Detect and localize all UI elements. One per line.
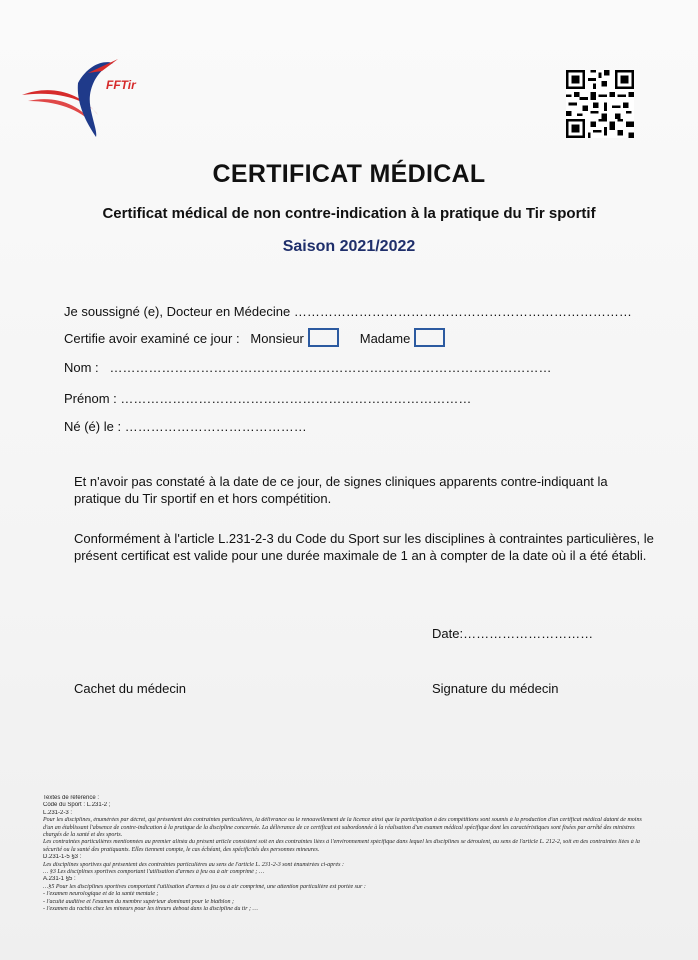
refs-text-6: - l'examen neurologique et de la santé mentale ; (43, 891, 159, 898)
nom-field[interactable]: ………………………………………………………………………………………… (109, 360, 552, 375)
birthdate-line (64, 419, 307, 434)
declaration-paragraph: Et n'avoir pas constaté à la date de ce jour, de signes cliniques apparents contre-indiquant la pratique du Tir sportif en et hors compétition. (74, 474, 608, 506)
references-block (43, 795, 653, 914)
refs-text-1: Pour les disciplines, énumérées par décret, qui présentent des contraintes particulières, la délivrance ou le renouvellement de la licence ainsi que la participation à des compétitions sont soumis à la production d'un certificat médical datant de moins d'un an établissant l'absence de contre-indication à la pratique de la discipline concernée. La délivrance de ce certificat est subordonnée à la réalisation d'un examen médical spécifique dont les caractéristiques sont fixées par arrêté des ministres chargés de la santé et des sports. (43, 817, 642, 839)
madame-label: Madame (359, 330, 411, 346)
prenom-field[interactable]: ……………………………………………………………………… (120, 391, 472, 406)
refs-text-4: … §3 Les disciplines sportives comportant l'utilisation d'armes à feu ou à air comprimé ; … (43, 869, 265, 876)
refs-text-8: - l'examen du rachis chez les mineurs pour les tireurs debout dans la discipline du tir ; … (43, 906, 258, 913)
logo-blue-figure (78, 62, 113, 137)
birthdate-field[interactable]: …………………………………… (124, 419, 307, 434)
nom-label: Nom : (64, 360, 99, 375)
date-field[interactable]: Date:………………………… (432, 626, 594, 641)
logo-red-tip (88, 59, 118, 73)
season-label: Saison 2021/2022 (282, 238, 416, 255)
cachet-label: Cachet du médecin (74, 681, 187, 696)
monsieur-checkbox[interactable] (308, 328, 339, 347)
validity-paragraph: Conformément à l'article L.231-2-3 du Code du Sport sur les disciplines à contraintes particulières, le présent certificat est valide pour une durée maximale de 1 an à compter de la date où il a été établi. (74, 531, 654, 563)
madame-checkbox[interactable] (414, 328, 445, 347)
fftir-logo (18, 55, 168, 145)
refs-text-7: - l'acuité auditive et l'examen du membre supérieur dominant pour le biathlon ; (43, 898, 234, 905)
nom-line (64, 360, 552, 375)
doctor-field[interactable]: …………………………………………………………………… (293, 304, 632, 319)
refs-a231: A.231-1 §5 : (43, 876, 76, 883)
certify-line (64, 330, 455, 349)
refs-l231-2-3: L.231-2-3 : (43, 809, 73, 816)
refs-heading: Textes de référence : (43, 795, 100, 801)
qr-code-icon (566, 70, 634, 138)
refs-code: Code du Sport : L.231-2 ; (43, 802, 111, 809)
certify-label: Certifie avoir examiné ce jour : (64, 330, 240, 346)
refs-text-3: Les disciplines sportives qui présentent des contraintes particulières au sens de l'article L. 231-2-3 sont énumérées ci-après : (43, 861, 345, 868)
monsieur-label: Monsieur (250, 330, 304, 346)
prenom-label: Prénom : (64, 391, 117, 406)
refs-d231: D.231-1-5 §3 : (43, 854, 82, 861)
page-subtitle: Certificat médical de non contre-indication à la pratique du Tir sportif (102, 205, 596, 222)
doctor-label: Je soussigné (e), Docteur en Médecine (64, 304, 291, 319)
refs-text-5: …§5 Pour les disciplines sportives comportant l'utilisation d'armes à feu ou à air comprimé, une attention particulière est portée sur : (43, 883, 366, 890)
logo-text: FFTir (106, 78, 136, 92)
page-title: CERTIFICAT MÉDICAL (212, 160, 486, 188)
refs-text-2: Les contraintes particulières mentionnées au premier alinéa du présent article consistent soit en des contraintes liées à l'environnement spécifique dans lequel les disciplines se déroulent, au sens de l'article L. 212-2, soit en des contraintes liées à la sécurité ou la santé des pratiquants. Elles tiennent compte, le cas échéant, des spécificités des personnes mineures. (43, 839, 640, 853)
signature-label: Signature du médecin (432, 681, 559, 696)
birthdate-label: Né (é) le : (64, 419, 122, 434)
prenom-line (64, 391, 471, 406)
doctor-line (64, 304, 632, 319)
